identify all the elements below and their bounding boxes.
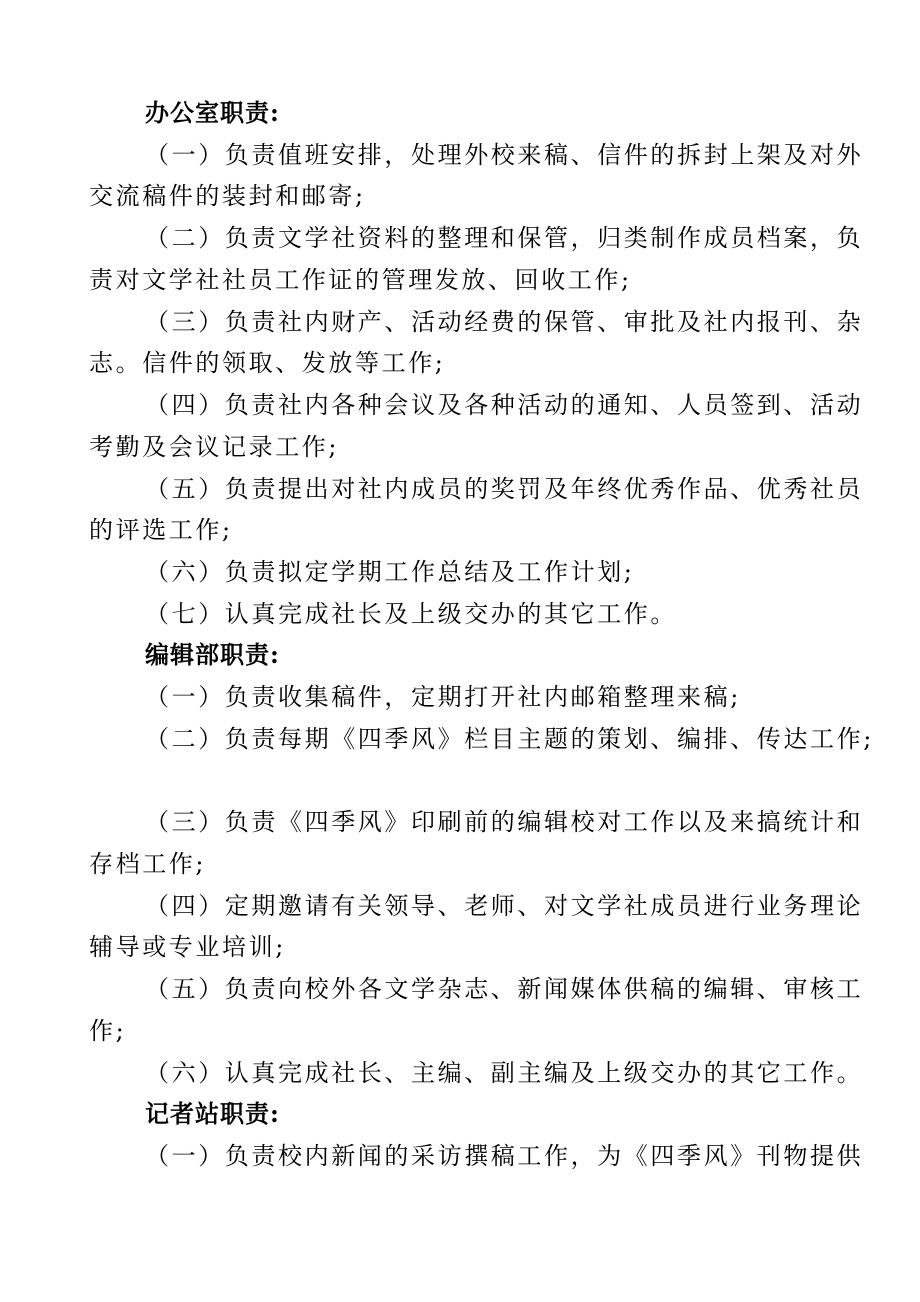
office-item-4-line-1: （四）负责社内各种会议及各种活动的通知、人员签到、活动 <box>145 391 864 419</box>
reporter-item-1-line-1: （一）负责校内新闻的采访撰稿工作，为《四季风》刊物提供 <box>145 1142 864 1170</box>
office-item-4-line-2: 考勤及会议记录工作; <box>89 433 340 461</box>
office-item-2-line-1: （二）负责文学社资料的整理和保管，归类制作成员档案，负 <box>145 224 864 252</box>
editorial-item-5-line-2: 作; <box>89 1017 127 1045</box>
section-heading-editorial: 编辑部职责: <box>145 640 280 669</box>
editorial-item-3-line-1: （三）负责《四季风》印刷前的编辑校对工作以及来搞统计和 <box>145 808 864 836</box>
office-item-1-line-1: （一）负责值班安排，处理外校来稿、信件的拆封上架及对外 <box>145 141 864 169</box>
section-heading-reporter: 记者站职责: <box>145 1099 280 1128</box>
office-item-1-line-2: 交流稿件的装封和邮寄; <box>89 182 366 210</box>
editorial-item-4-line-1: （四）定期邀请有关领导、老师、对文学社成员进行业务理论 <box>145 892 864 920</box>
editorial-item-1: （一）负责收集稿件，定期打开社内邮箱整理来稿; <box>145 683 741 711</box>
editorial-item-4-line-2: 辅导或专业培训; <box>89 933 286 961</box>
editorial-item-2: （二）负责每期《四季风》栏目主题的策划、编排、传达工作; <box>145 725 874 753</box>
office-item-5-line-1: （五）负责提出对社内成员的奖罚及年终优秀作品、优秀社员 <box>145 475 864 503</box>
office-item-3-line-1: （三）负责社内财产、活动经费的保管、审批及社内报刊、杂 <box>145 308 864 336</box>
office-item-7: （七）认真完成社长及上级交办的其它工作。 <box>145 600 677 628</box>
editorial-item-5-line-1: （五）负责向校外各文学杂志、新闻媒体供稿的编辑、审核工 <box>145 975 864 1003</box>
editorial-item-3-line-2: 存档工作; <box>89 850 207 878</box>
office-item-5-line-2: 的评选工作; <box>89 516 233 544</box>
section-heading-office: 办公室职责: <box>145 98 280 127</box>
office-item-3-line-2: 志。信件的领取、发放等工作; <box>89 349 446 377</box>
editorial-item-6: （六）认真完成社长、主编、副主编及上级交办的其它工作。 <box>145 1059 864 1087</box>
office-item-6: （六）负责拟定学期工作总结及工作计划; <box>145 558 635 586</box>
office-item-2-line-2: 责对文学社社员工作证的管理发放、回收工作; <box>89 266 632 294</box>
